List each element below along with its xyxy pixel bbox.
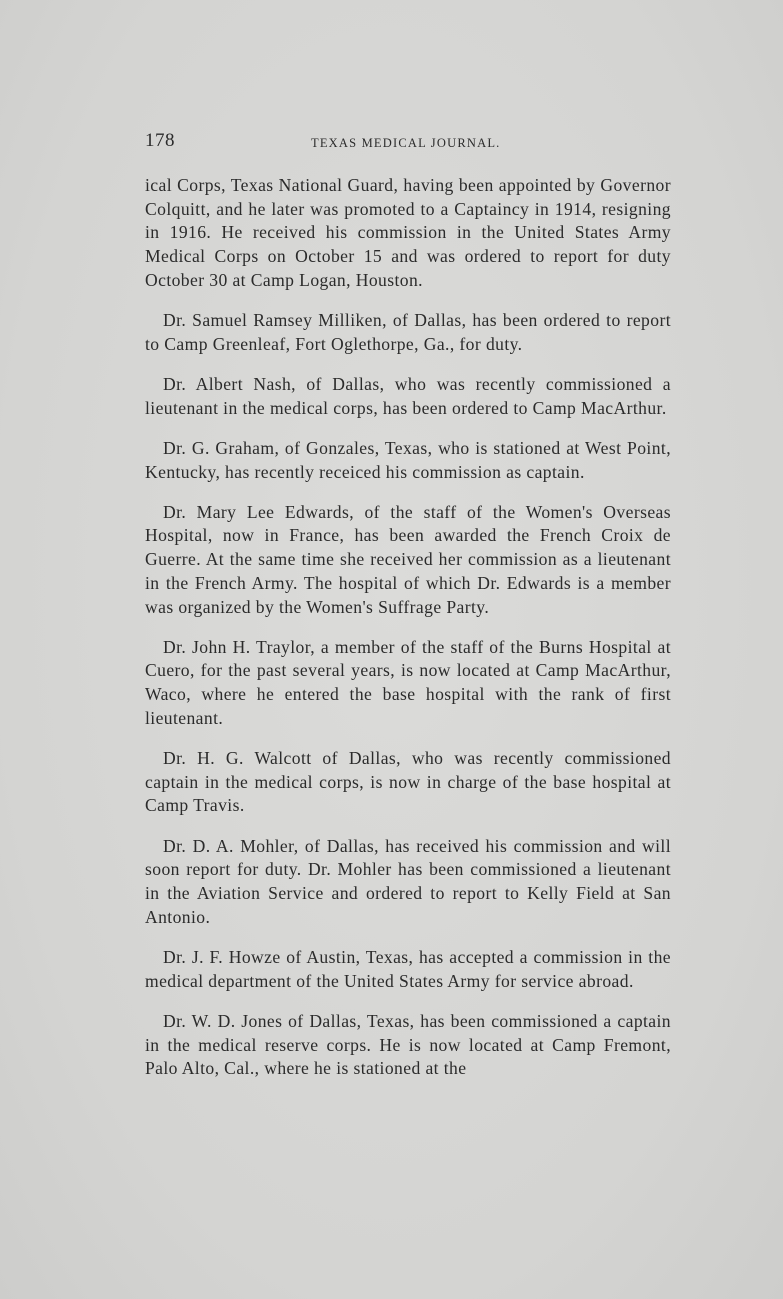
page-number: 178 (145, 130, 175, 151)
journal-title: TEXAS MEDICAL JOURNAL. (311, 136, 501, 150)
paragraph-traylor: Dr. John H. Traylor, a member of the staff of the Burns Hospital at Cuero, for the past several years, is now located at Camp MacArthur, Waco, where he entered the base hospital with the rank of first lieutenant. (145, 636, 671, 728)
paragraph-howze: Dr. J. F. Howze of Austin, Texas, has accepted a commission in the medical department of the United States Army for service abroad. (145, 946, 671, 991)
paragraph-nash: Dr. Albert Nash, of Dallas, who was recently commissioned a lieutenant in the medical corps, has been ordered to Camp MacArthur. (145, 373, 671, 418)
paragraph-continuation: ical Corps, Texas National Guard, having been appointed by Governor Colquitt, and he later was promoted to a Captaincy in 1914, resigning in 1916. He received his commission in the United States Army Medical Corps on October 15 and was ordered to report for duty October 30 at Camp Logan, Houston. (145, 175, 671, 290)
paragraph-mohler: Dr. D. A. Mohler, of Dallas, has received his commission and will soon report for duty. Dr. Mohler has been commissioned a lieutenant in the Aviation Service and ordered to report to Kelly Field at San Antonio. (145, 835, 671, 927)
paragraph-milliken: Dr. Samuel Ramsey Milliken, of Dallas, has been ordered to report to Camp Greenleaf, Fort Oglethorpe, Ga., for duty. (145, 310, 671, 354)
page-header (145, 128, 675, 158)
paragraph-graham: Dr. G. Graham, of Gonzales, Texas, who is stationed at West Point, Kentucky, has recently receiced his commission as captain. (145, 437, 671, 482)
paragraph-walcott: Dr. H. G. Walcott of Dallas, who was recently commissioned captain in the medical corps, is now in charge of the base hospital at Camp Travis. (145, 748, 671, 816)
paragraph-edwards: Dr. Mary Lee Edwards, of the staff of the Women's Overseas Hospital, now in France, has been awarded the French Croix de Guerre. At the same time she received her commission as a lieutenant in the French Army. The hospital of which Dr. Edwards is a member was organized by the Women's Suffrage Party. (145, 501, 671, 617)
article-body (145, 174, 671, 1098)
paragraph-jones: Dr. W. D. Jones of Dallas, Texas, has been commissioned a captain in the medical reserve corps. He is now located at Camp Fremont, Palo Alto, Cal., where he is stationed at the (145, 1010, 671, 1079)
